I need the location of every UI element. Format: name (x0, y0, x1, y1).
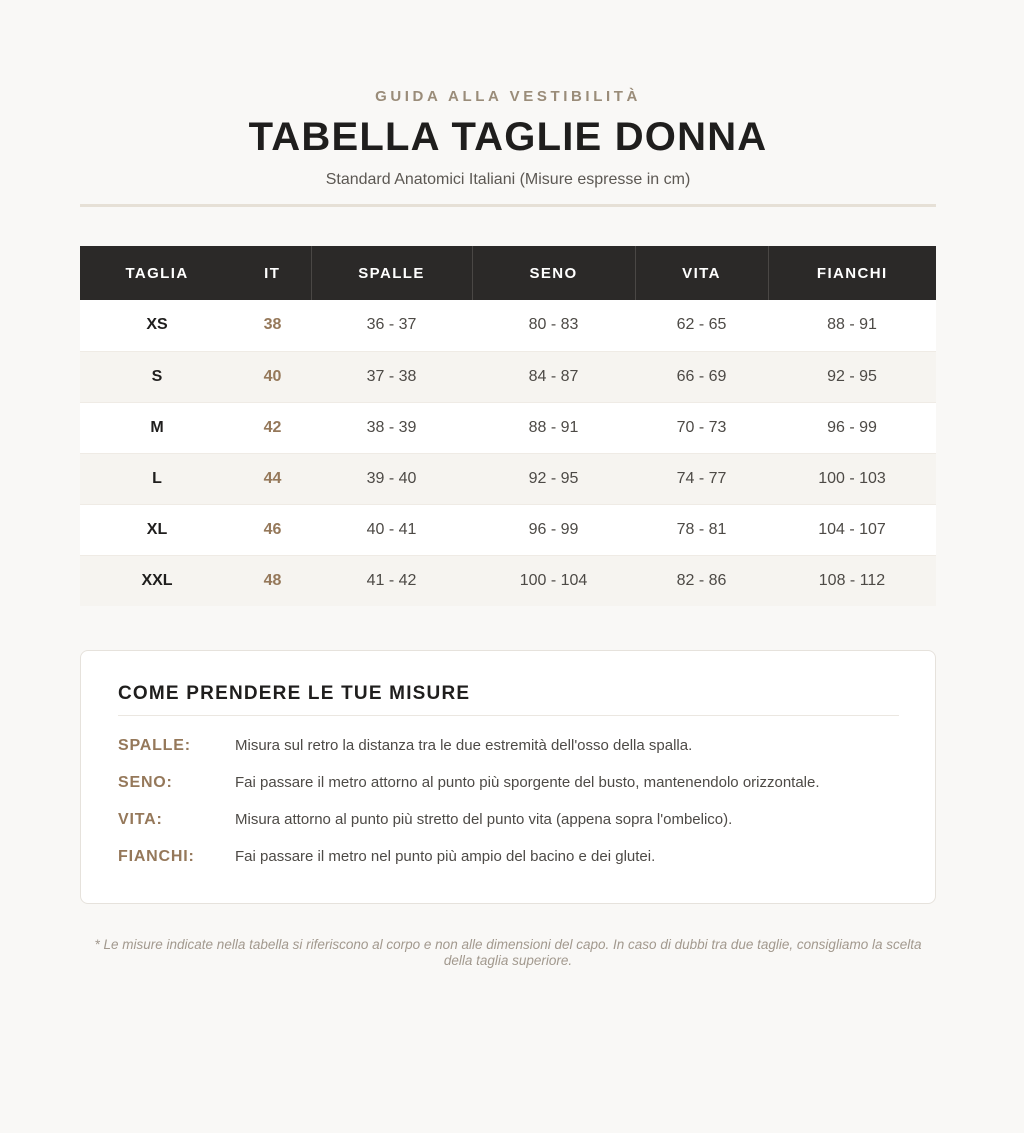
size-cell: L (80, 453, 234, 504)
column-header-it: IT (234, 246, 311, 300)
shoulders-cell: 36 - 37 (311, 300, 472, 351)
footnote: * Le misure indicate nella tabella si riferiscono al corpo e non alle dimensioni del capo. In caso di dubbi tra due taglie, consigliamo la scelta della taglia superiore. (94, 937, 922, 968)
table-row (80, 453, 936, 504)
guide-item-spalle (118, 737, 899, 774)
guide-text: Misura sul retro la distanza tra le due estremità dell'osso della spalla. (235, 737, 693, 754)
guide-item-seno (118, 774, 899, 811)
shoulders-cell: 38 - 39 (311, 402, 472, 453)
shoulders-cell: 37 - 38 (311, 351, 472, 402)
guide-label: FIANCHI: (118, 848, 195, 865)
guide-text: Fai passare il metro attorno al punto più sporgente del busto, mantenendolo orizzontale. (235, 774, 820, 791)
bust-cell: 100 - 104 (472, 555, 635, 606)
guide-list (118, 737, 899, 885)
guide-label: SPALLE: (118, 737, 191, 754)
table-row (80, 402, 936, 453)
size-table (80, 246, 936, 606)
size-cell: M (80, 402, 234, 453)
guide-item-fianchi (118, 848, 899, 885)
header-divider (80, 204, 936, 207)
guide-text: Misura attorno al punto più stretto del punto vita (appena sopra l'ombelico). (235, 811, 733, 828)
eyebrow-label: GUIDA ALLA VESTIBILITÀ (375, 88, 641, 105)
hips-cell: 100 - 103 (768, 453, 936, 504)
page-title: TABELLA TAGLIE DONNA (248, 115, 768, 159)
table-row (80, 504, 936, 555)
shoulders-cell: 39 - 40 (311, 453, 472, 504)
guide-title: COME PRENDERE LE TUE MISURE (118, 683, 471, 704)
bust-cell: 80 - 83 (472, 300, 635, 351)
column-header-taglia: TAGLIA (80, 246, 234, 300)
hips-cell: 108 - 112 (768, 555, 936, 606)
waist-cell: 78 - 81 (635, 504, 768, 555)
table-header-row (80, 246, 936, 300)
hips-cell: 96 - 99 (768, 402, 936, 453)
bust-cell: 88 - 91 (472, 402, 635, 453)
it-size-cell: 48 (234, 555, 311, 606)
hips-cell: 92 - 95 (768, 351, 936, 402)
table-row (80, 300, 936, 351)
column-header-spalle: SPALLE (311, 246, 472, 300)
hips-cell: 88 - 91 (768, 300, 936, 351)
it-size-cell: 44 (234, 453, 311, 504)
guide-item-vita (118, 811, 899, 848)
guide-divider (118, 715, 899, 716)
page-subtitle: Standard Anatomici Italiani (Misure espresse in cm) (325, 171, 691, 188)
waist-cell: 70 - 73 (635, 402, 768, 453)
shoulders-cell: 40 - 41 (311, 504, 472, 555)
guide-text: Fai passare il metro nel punto più ampio del bacino e dei glutei. (235, 848, 656, 865)
it-size-cell: 42 (234, 402, 311, 453)
table-row (80, 351, 936, 402)
table-row (80, 555, 936, 606)
guide-label: SENO: (118, 774, 173, 791)
bust-cell: 84 - 87 (472, 351, 635, 402)
column-header-seno: SENO (472, 246, 635, 300)
hips-cell: 104 - 107 (768, 504, 936, 555)
size-cell: S (80, 351, 234, 402)
page-header (80, 86, 936, 192)
it-size-cell: 46 (234, 504, 311, 555)
shoulders-cell: 41 - 42 (311, 555, 472, 606)
column-header-vita: VITA (635, 246, 768, 300)
waist-cell: 82 - 86 (635, 555, 768, 606)
waist-cell: 74 - 77 (635, 453, 768, 504)
bust-cell: 92 - 95 (472, 453, 635, 504)
waist-cell: 62 - 65 (635, 300, 768, 351)
size-cell: XXL (80, 555, 234, 606)
it-size-cell: 40 (234, 351, 311, 402)
column-header-fianchi: FIANCHI (768, 246, 936, 300)
it-size-cell: 38 (234, 300, 311, 351)
size-cell: XL (80, 504, 234, 555)
measurement-guide-card (80, 650, 936, 904)
size-cell: XS (80, 300, 234, 351)
waist-cell: 66 - 69 (635, 351, 768, 402)
bust-cell: 96 - 99 (472, 504, 635, 555)
guide-label: VITA: (118, 811, 163, 828)
